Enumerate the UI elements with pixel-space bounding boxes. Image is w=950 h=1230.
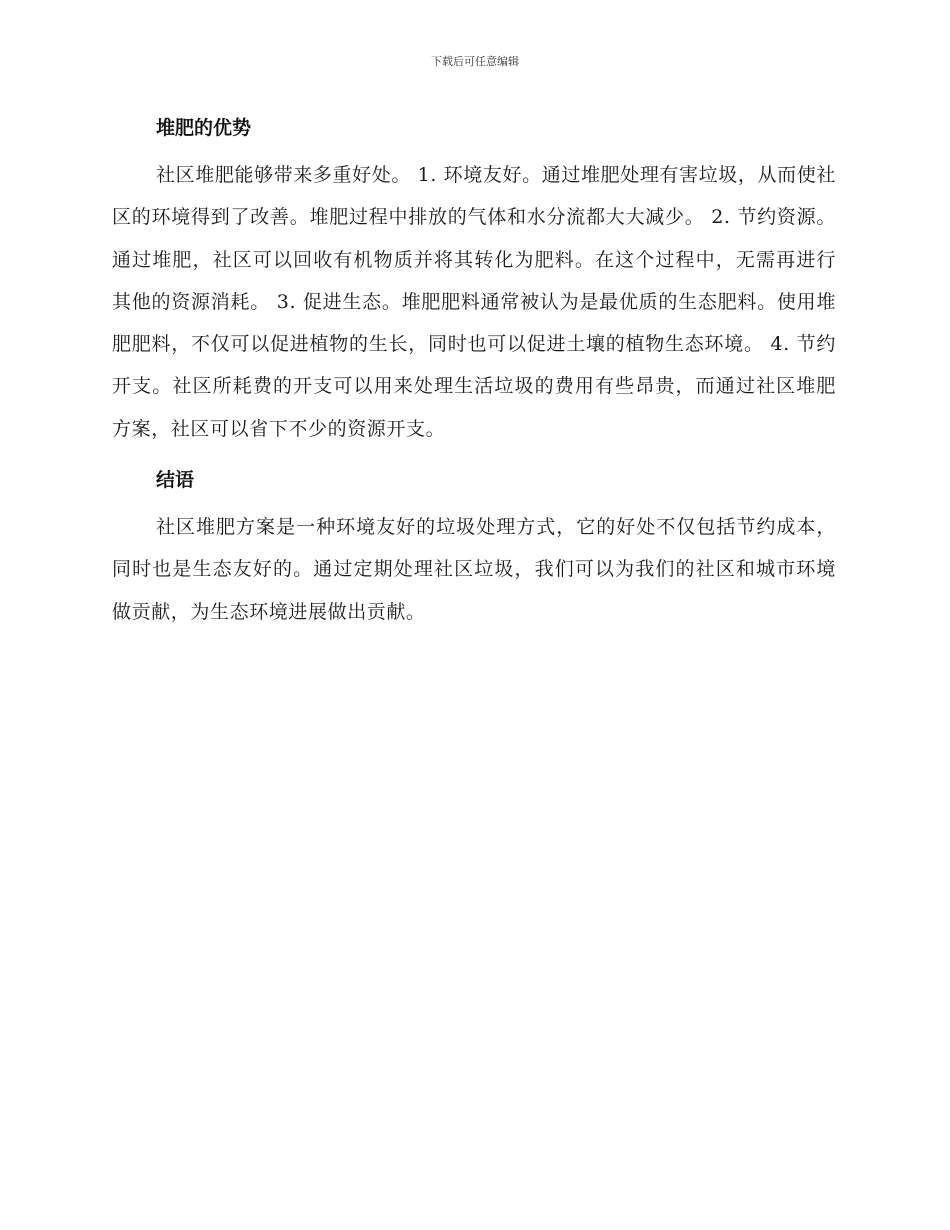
section-heading: 堆肥的优势 xyxy=(156,117,252,139)
document-body xyxy=(112,108,836,633)
section-heading: 结语 xyxy=(156,469,195,492)
section-advantages xyxy=(112,108,836,450)
section-paragraph: 社区堆肥能够带来多重好处。 1. 环境友好。通过堆肥处理有害垃圾，从而使社区的环境得到了改善。堆肥过程中排放的气体和水分流都大大减少。 2. 节约资源。通过堆肥，社区可以回收有机物质并将其转化为肥料。在这个过程中，无需再进行其他的资源消耗。 3. 促进生态。堆肥肥料通常被认为是最优质的生态肥料。使用堆肥肥料，不仅可以促进植物的生长，同时也可以促进土壤的植物生态环境。 4. 节约开支。社区所耗费的开支可以用来处理生活垃圾的费用有些昂贵，而通过社区堆肥方案，社区可以省下不少的资源开支。 xyxy=(112,164,836,440)
section-conclusion xyxy=(112,460,836,633)
section-spacer xyxy=(112,450,836,460)
page-header-note: 下载后可任意编辑 xyxy=(431,55,519,68)
section-paragraph: 社区堆肥方案是一种环境友好的垃圾处理方式，它的好处不仅包括节约成本，同时也是生态友好的。通过定期处理社区垃圾，我们可以为我们的社区和城市环境做贡献，为生态环境进展做出贡献。 xyxy=(112,516,836,623)
